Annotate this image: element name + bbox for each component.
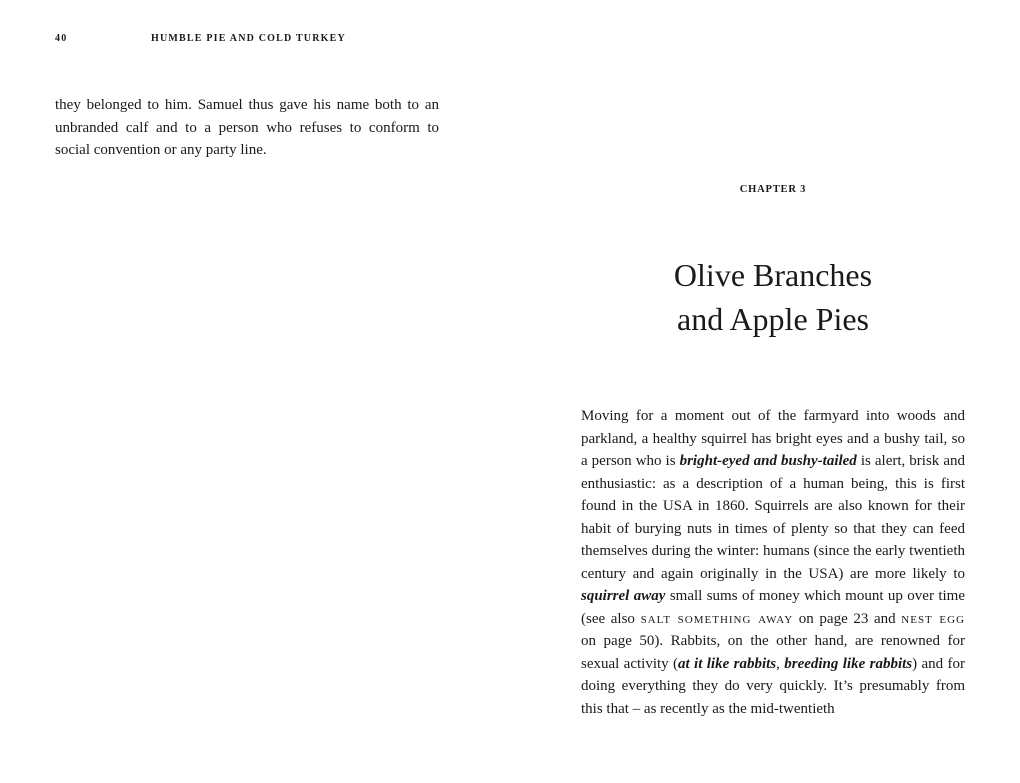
- cross-reference-nest-egg: nest egg: [901, 610, 966, 627]
- text-segment: ,: [776, 655, 785, 672]
- text-segment: small sums of money which mount up over time (see also: [581, 588, 966, 627]
- term-breeding-like-rabbits: breeding like rabbits: [784, 655, 913, 672]
- cross-reference-salt: salt something away: [640, 610, 794, 627]
- term-squirrel-away: squirrel away: [581, 588, 666, 604]
- left-page-paragraph: they belonged to him. Samuel thus gave his name both to an unbranded calf and to a person who refuses to conform to social convention or any party line.: [55, 97, 439, 158]
- term-at-it-like-rabbits: at it like rabbits: [678, 655, 777, 672]
- chapter-title-line-1: Olive Branches: [673, 257, 873, 293]
- text-segment: is alert, brisk and enthusiastic: as a description of a human being, this is first found in the USA in 1860. Squirrels are also known for their habit of burying nuts in times of plenty so that they can feed themselves during the winter: humans (since the early twentieth century and again originally in the USA) are more likely to: [581, 453, 965, 582]
- text-segment: on page 23 and: [793, 610, 902, 627]
- text-segment: Moving for a moment out of the farmyard into woods and parkland, a healthy squirrel has bright eyes and a bushy tail, so a person who is: [581, 408, 965, 469]
- page-number: 40: [55, 33, 68, 44]
- chapter-title-line-2: and Apple Pies: [677, 301, 869, 337]
- term-bright-eyed: bright-eyed and bushy-tailed: [679, 453, 857, 469]
- chapter-title: [581, 253, 965, 341]
- book-title: HUMBLE PIE AND COLD TURKEY: [151, 33, 346, 44]
- chapter-paragraph: [581, 405, 965, 720]
- text-segment: ) and for doing everything they do very quickly. It’s presumably from this that – as recently as the mid-twentieth: [581, 655, 965, 717]
- text-segment: on page 50). Rabbits, on the other hand, are renowned for sexual activity (: [581, 633, 965, 672]
- chapter-label: CHAPTER 3: [739, 184, 807, 195]
- right-page: [510, 0, 1020, 783]
- running-head: [55, 33, 346, 44]
